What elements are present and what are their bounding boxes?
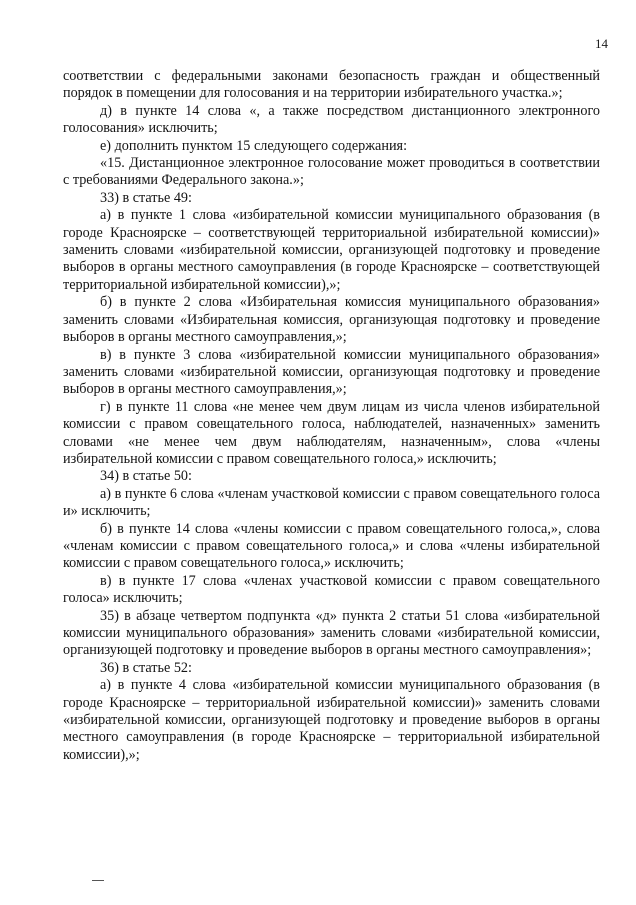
page-number: 14 — [595, 36, 608, 51]
paragraph: в) в пункте 3 слова «избирательной комиссии муниципального образования» заменить словами «избирательной комиссии, организующая подготовку и проведение выборов в органы местного самоуправления,»; — [63, 346, 600, 398]
paragraph: а) в пункте 1 слова «избирательной комиссии муниципального образования (в городе Красноярске – соответствующей территориальной избирательной комиссии)» заменить словами «избирательной комиссии, организующей подготовку и проведение выборов в органы местного самоуправления (в городе Красноярске – соответствующей территориальной избирательной комиссии),»; — [63, 207, 600, 293]
paragraph: б) в пункте 14 слова «члены комиссии с правом совещательного голоса,», слова «членам комиссии с правом совещательного голоса,» и слова «члены избирательной комиссии с правом совещательного голоса,» исключить; — [63, 520, 600, 572]
paragraph: д) в пункте 14 слова «, а также посредством дистанционного электронного голосования» исключить; — [63, 102, 600, 137]
paragraph: 33) в статье 49: — [100, 189, 192, 206]
paragraph: 36) в статье 52: — [100, 659, 192, 676]
paragraph: в) в пункте 17 слова «членах участковой комиссии с правом совещательного голоса» исключить; — [63, 572, 600, 607]
scan-mark — [92, 880, 104, 881]
paragraph: г) в пункте 11 слова «не менее чем двум лицам из числа членов избирательной комиссии с правом совещательного голоса, наблюдателей, назначенных» заменить словами «не менее чем двум наблюдателям, назначенным», слова «члены избирательной комиссии с правом совещательного голоса,» исключить; — [63, 398, 600, 467]
document-body — [63, 68, 600, 764]
paragraph: «15. Дистанционное электронное голосование может проводиться в соответствии с требованиями Федерального закона.»; — [63, 155, 600, 189]
paragraph: е) дополнить пунктом 15 следующего содержания: — [100, 137, 408, 154]
paragraph: 34) в статье 50: — [100, 468, 192, 485]
paragraph: а) в пункте 6 слова «членам участковой комиссии с правом совещательного голоса и» исключить; — [63, 485, 600, 520]
paragraph: 35) в абзаце четвертом подпункта «д» пункта 2 статьи 51 слова «избирательной комиссии муниципального образования» заменить словами «избирательной комиссии, организующей подготовку и проведение выборов в органы местного самоуправления»; — [63, 607, 600, 659]
paragraph: а) в пункте 4 слова «избирательной комиссии муниципального образования (в городе Красноярске – территориальной избирательной комиссии)» заменить словами «избирательной комиссии, организующей подготовку и проведение выборов в органы местного самоуправления (в городе Красноярске – территориальной избирательной комиссии),»; — [63, 677, 600, 763]
paragraph: соответствии с федеральными законами безопасность граждан и общественный порядок в помещении для голосования и на территории избирательного участка.»; — [63, 68, 600, 102]
paragraph: б) в пункте 2 слова «Избирательная комиссия муниципального образования» заменить словами «Избирательная комиссия, организующая подготовку и проведение выборов в органы местного самоуправления,»; — [63, 294, 600, 346]
